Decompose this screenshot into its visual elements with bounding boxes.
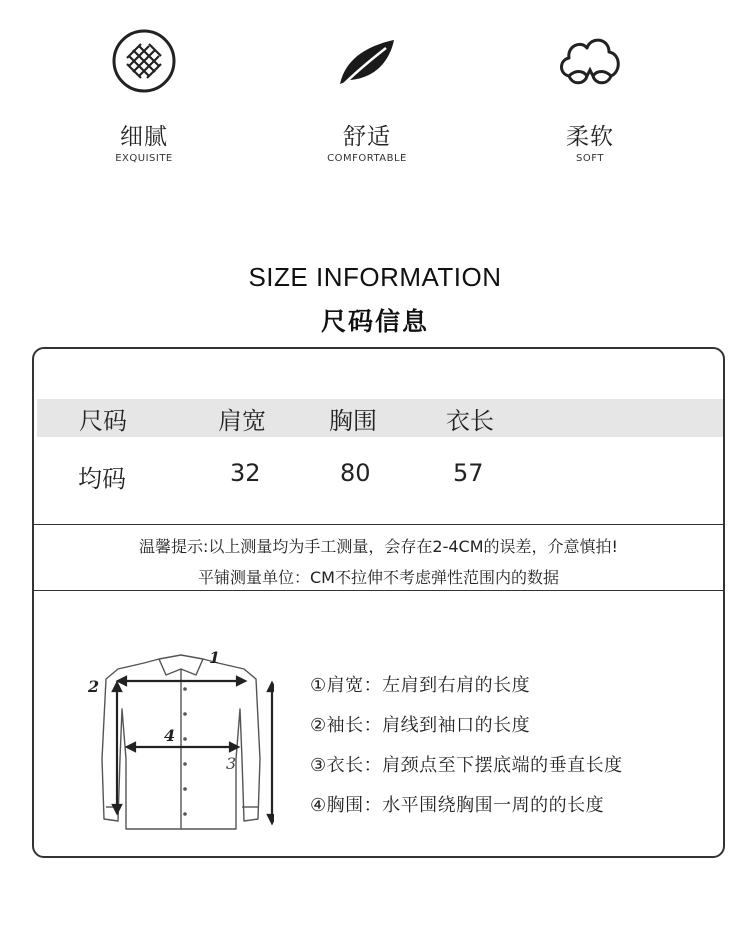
divider	[34, 524, 723, 525]
measurement-note: 温馨提示:以上测量均为手工测量，会存在2-4CM的误差，介意慎拍!	[139, 537, 618, 556]
legend-sleeve: ②袖长：肩线到袖口的长度	[310, 715, 531, 736]
cell-length: 57	[453, 459, 484, 487]
header-size: 尺码	[79, 407, 127, 435]
unit-note: 平铺测量单位：CM不拉伸不考虑弹性范围内的数据	[198, 568, 559, 587]
feature-title: 柔软	[566, 124, 614, 150]
feature-soft	[510, 26, 670, 164]
legend-chest: ④胸围：水平围绕胸围一周的的长度	[310, 795, 605, 816]
size-information-heading-cn: 尺码信息	[320, 307, 429, 336]
legend-length: ③衣长：肩颈点至下摆底端的垂直长度	[310, 755, 623, 776]
feature-subtitle: COMFORTABLE	[327, 153, 407, 164]
header-shoulder: 肩宽	[218, 407, 266, 435]
shirt-diagram	[84, 639, 274, 839]
header-chest: 胸围	[329, 407, 377, 435]
legend-shoulder: ①肩宽：左肩到右肩的长度	[310, 675, 531, 696]
size-panel	[32, 347, 725, 858]
feature-exquisite	[64, 26, 224, 164]
label-shoulder: 1	[209, 648, 221, 667]
label-length: 3	[226, 754, 237, 773]
header-length: 衣长	[446, 407, 494, 435]
cell-shoulder: 32	[230, 459, 261, 487]
feature-title: 舒适	[343, 124, 391, 150]
size-information-heading: SIZE INFORMATION	[248, 262, 502, 292]
size-table-header	[37, 399, 723, 437]
feature-subtitle: EXQUISITE	[115, 153, 173, 164]
cell-size: 均码	[78, 465, 126, 493]
label-chest: 4	[164, 726, 176, 745]
cotton-icon	[555, 26, 625, 96]
woven-fabric-icon	[109, 26, 179, 96]
feature-comfortable	[287, 26, 447, 164]
label-sleeve: 2	[88, 677, 100, 696]
feature-title: 细腻	[120, 124, 168, 150]
leaf-icon	[332, 26, 402, 96]
feature-subtitle: SOFT	[576, 153, 604, 164]
cell-chest: 80	[340, 459, 371, 487]
divider	[34, 590, 723, 591]
